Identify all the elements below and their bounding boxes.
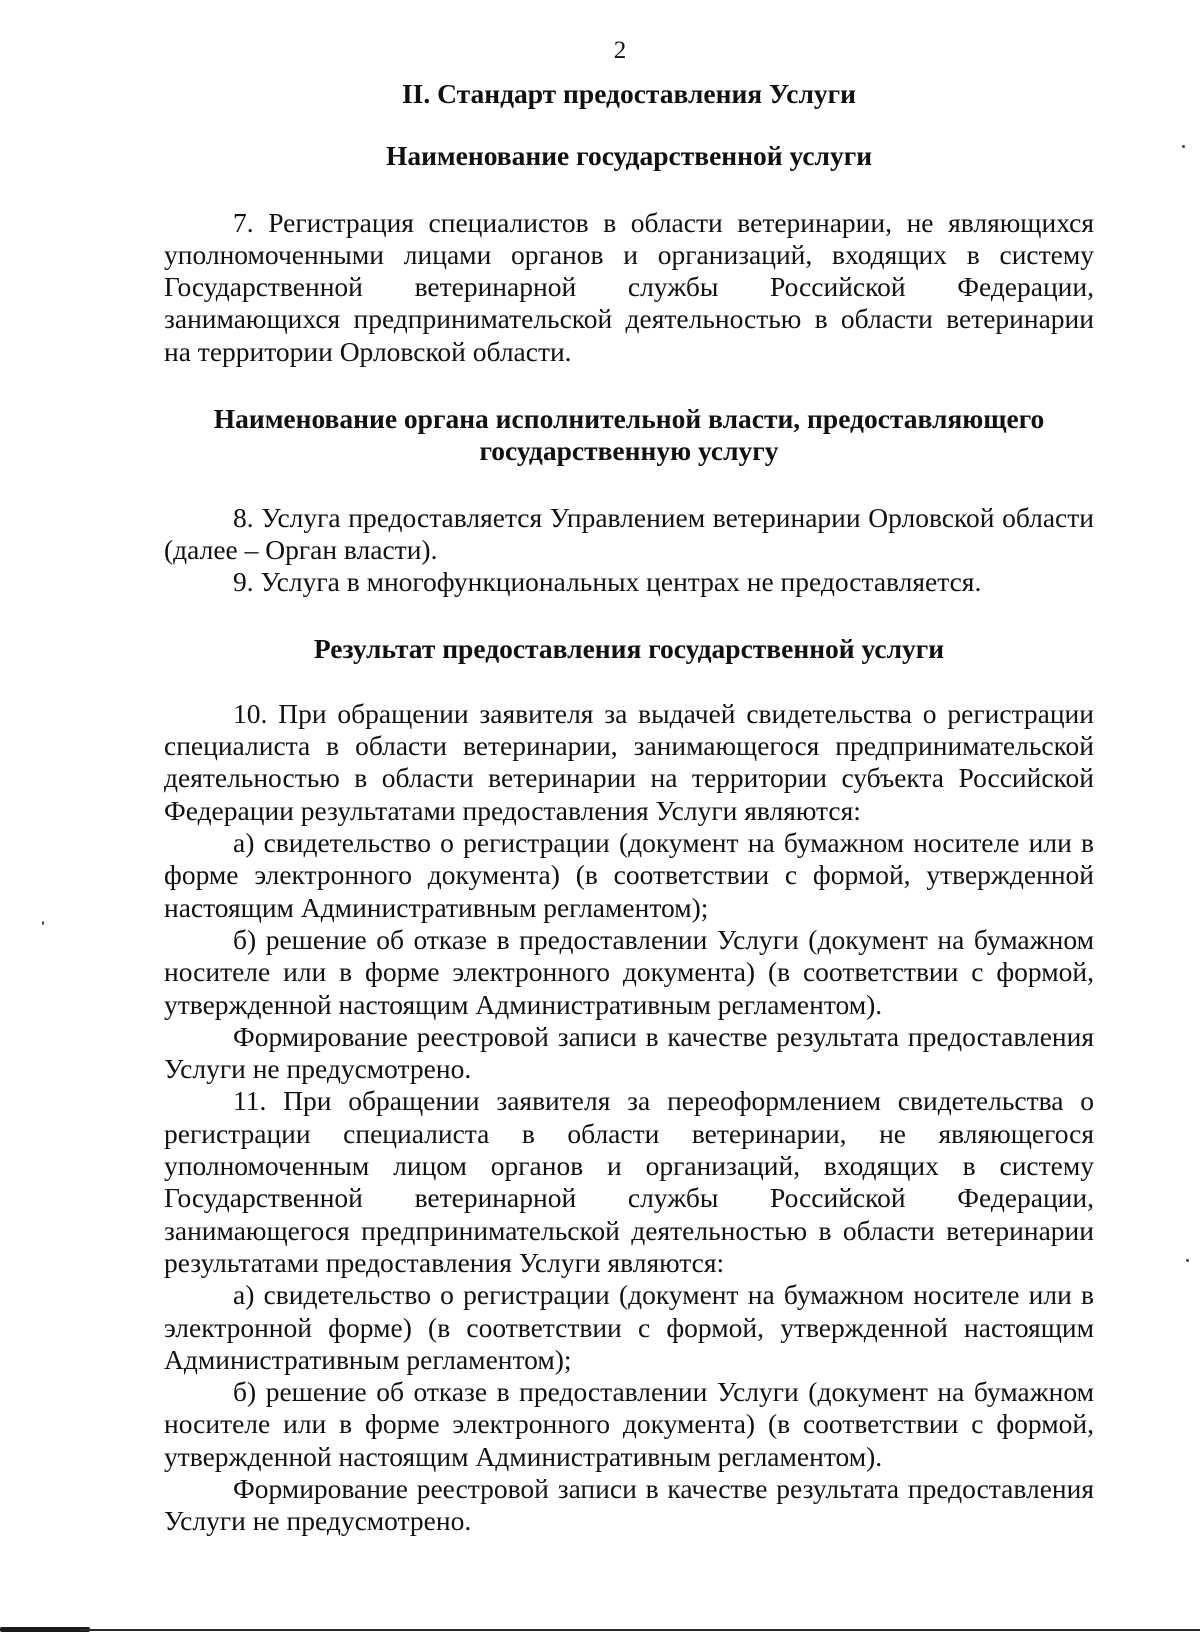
section-title: II. Стандарт предоставления Услуги bbox=[401, 78, 856, 109]
spacer bbox=[164, 665, 1094, 698]
paragraph-10b: б) решение об отказе в предоставлении Услуги (документ на бумажном носителе или в форме электронного документа) (в соответствии с формой, утвержденной настоящим Административным регламентом). bbox=[164, 923, 1094, 1020]
paragraph-7: 7. Регистрация специалистов в области ветеринарии, не являющихся уполномоченными лицами органов и организаций, входящих в систему Государственной ветеринарной службы Российской Федерации, занимающихся предпринимательской деятельностью в области ветеринарии на территории Орловской области. bbox=[164, 206, 1094, 367]
paragraph-11a: а) свидетельство о регистрации (документ на бумажном носителе или в электронной форме) (в соответствии с формой, утвержденной настоящим Административным регламентом); bbox=[164, 1279, 1094, 1375]
page-number: 2 bbox=[613, 37, 627, 64]
scan-edge-rule bbox=[80, 1629, 1200, 1631]
scan-speck bbox=[1186, 1259, 1189, 1262]
document-body bbox=[164, 78, 1094, 1538]
paragraph-11-note: Формирование реестровой записи в качестве результата предоставления Услуги не предусмотрено. bbox=[164, 1472, 1094, 1537]
paragraph-11: 11. При обращении заявителя за переоформлением свидетельства о регистрации специалиста в области ветеринарии, не являющегося уполномоченным лицом органов и организаций, входящих в систему Государственной ветеринарной службы Российской Федерации, занимающегося предпринимательской деятельностью в области ветеринарии результатами предоставления Услуги являются: bbox=[164, 1085, 1094, 1278]
spacer bbox=[164, 173, 1094, 207]
spacer bbox=[164, 599, 1094, 633]
scan-edge-line bbox=[0, 1624, 1200, 1632]
heading-result: Результат предоставления государственной услуги bbox=[313, 632, 945, 664]
scan-edge-mark bbox=[0, 1627, 90, 1632]
heading-service-name: Наименование государственной услуги bbox=[385, 140, 873, 172]
paragraph-11b: б) решение об отказе в предоставлении Услуги (документ на бумажном носителе или в форме электронного документа) (в соответствии с формой, утвержденной настоящим Административным регламентом). bbox=[164, 1376, 1094, 1472]
spacer bbox=[164, 468, 1094, 502]
paragraph-10a: а) свидетельство о регистрации (документ на бумажном носителе или в форме электронного документа) (в соответствии с формой, утвержденной настоящим Административным регламентом); bbox=[164, 827, 1094, 923]
heading-authority: Наименование органа исполнительной власти, предоставляющего государственную услугу bbox=[213, 403, 1045, 467]
paragraph-8: 8. Услуга предоставляется Управлением ветеринарии Орловской области (далее – Орган власти). bbox=[164, 501, 1094, 565]
spacer bbox=[164, 368, 1094, 403]
scan-speck bbox=[1182, 145, 1185, 148]
paragraph-10: 10. При обращении заявителя за выдачей свидетельства о регистрации специалиста в области ветеринарии, занимающегося предпринимательской деятельностью в области ветеринарии на территории субъекта Российской Федерации результатами предоставления Услуги являются: bbox=[164, 697, 1094, 826]
scan-speck bbox=[42, 921, 44, 925]
paragraph-10-note: Формирование реестровой записи в качестве результата предоставления Услуги не предусмотрено. bbox=[164, 1020, 1094, 1085]
paragraph-9: 9. Услуга в многофункциональных центрах не предоставляется. bbox=[233, 566, 982, 598]
